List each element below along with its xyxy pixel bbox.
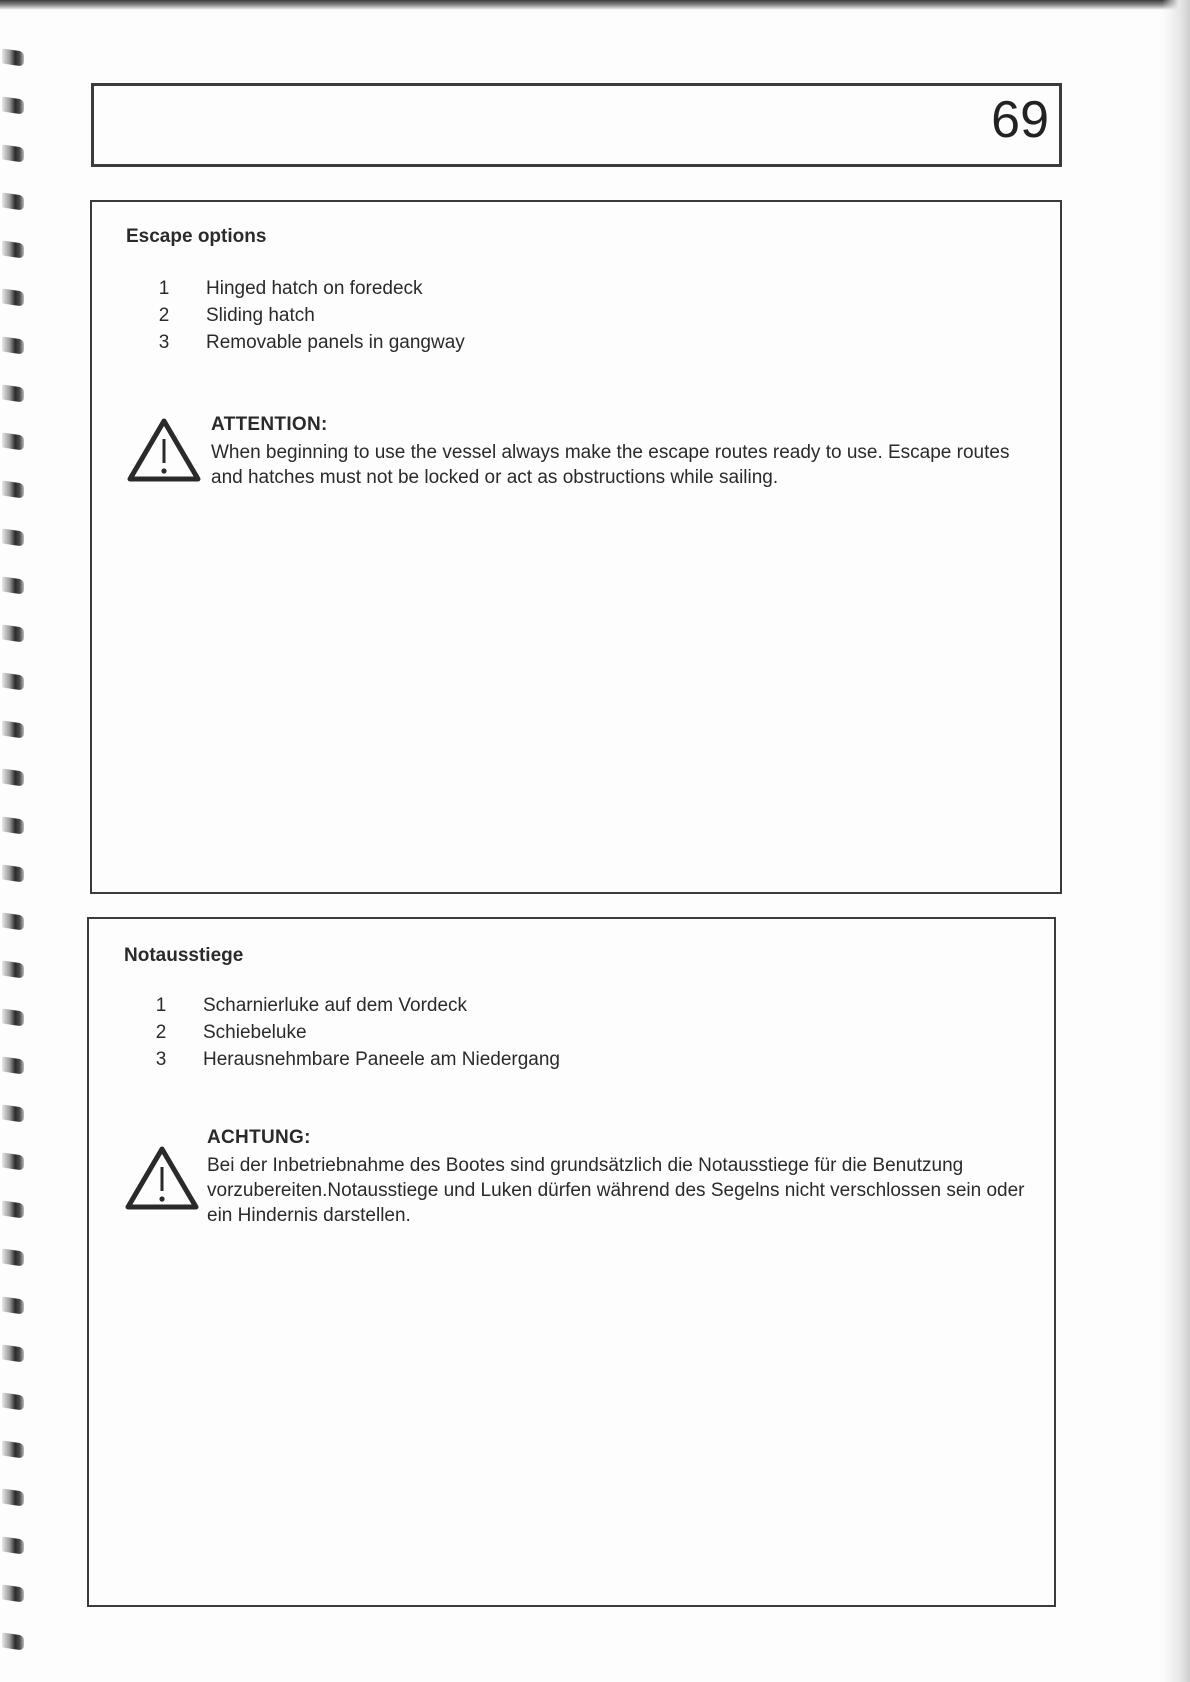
item-number: 1 [155,995,167,1016]
warning-title: ATTENTION: [211,414,328,435]
scan-right-edge [1162,0,1190,1682]
section-title: Notausstiege [124,945,244,966]
warning-text: Bei der Inbetriebnahme des Bootes sind grundsätzlich die Notausstiege für die Benutzung vorzubereiten.Notausstiege und Luken dürfen während des Segelns nicht verschlossen sein oder ein Hindernis darstellen. [207,1155,1025,1226]
item-number: 1 [158,278,170,299]
section-title: Escape options [126,226,267,247]
page-number: 69 [991,91,1049,149]
item-text: Schiebeluke [203,1022,307,1043]
warning-text: When beginning to use the vessel always make the escape routes ready to use. Escape routes and hatches must not be locked or act as obstructions while sailing. [211,442,1010,488]
item-number: 2 [158,305,170,326]
spiral-binding [0,40,30,1660]
warning-triangle-icon [126,417,202,483]
item-text: Removable panels in gangway [206,332,465,353]
item-number: 2 [155,1022,167,1043]
item-text: Scharnierluke auf dem Vordeck [203,995,468,1016]
page-header-box [91,83,1062,167]
item-number: 3 [155,1049,167,1070]
scan-top-edge [0,0,1190,10]
notausstiege-panel [87,917,1056,1607]
item-text: Hinged hatch on foredeck [206,278,423,299]
item-text: Herausnehmbare Paneele am Niedergang [203,1049,561,1070]
warning-triangle-icon [124,1145,200,1211]
item-text: Sliding hatch [206,305,315,326]
warning-title: ACHTUNG: [207,1127,311,1148]
escape-options-panel [90,200,1062,894]
item-number: 3 [158,332,170,353]
